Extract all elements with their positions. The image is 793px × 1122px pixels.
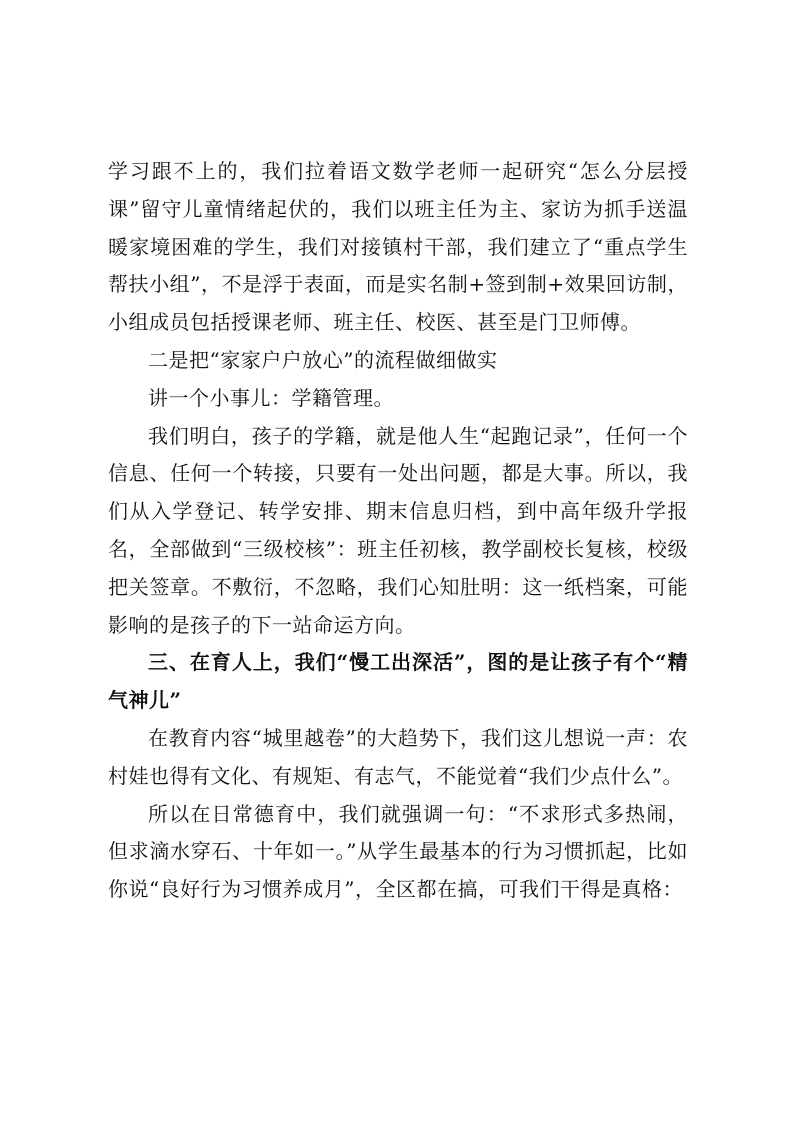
- paragraph-moral-education: 所以在日常德育中，我们就强调一句：“不求形式多热闹，但求滴水穿石、十年如一。”从学生最基本的行为习惯抓起，比如你说“良好行为习惯养成月”，全区都在搞，可我们干得是真格：: [108, 801, 688, 902]
- section-heading-education: 三、在育人上，我们“慢工出深活”，图的是让孩子有个“精气神儿”: [108, 650, 688, 713]
- paragraph-enrollment-management: 我们明白，孩子的学籍，就是他人生“起跑记录”，任何一个信息、任何一个转接，只要有一处出问题，都是大事。所以，我们从入学登记、转学安排、期末信息归档，到中高年级升学报名，全部做到“三级校核”：班主任初核，教学副校长复核，校级把关签章。不敷衍，不忽略，我们心知肚明：这一纸档案，可能影响的是孩子的下一站命运方向。: [108, 423, 688, 637]
- paragraph-enrollment-intro: 讲一个小事儿：学籍管理。: [148, 385, 394, 410]
- paragraph-rural-education: 在教育内容“城里越卷”的大趋势下，我们这儿想说一声：农村娃也得有文化、有规矩、有志气，不能觉着“我们少点什么”。: [108, 725, 688, 788]
- document-body: [108, 153, 688, 909]
- subheading-reassurance-process: 二是把“家家户户放心”的流程做细做实: [148, 347, 498, 372]
- paragraph-support-group: 学习跟不上的，我们拉着语文数学老师一起研究“怎么分层授课”留守儿童情绪起伏的，我们以班主任为主、家访为抓手送温暖家境困难的学生，我们对接镇村干部，我们建立了“重点学生帮扶小组”，不是浮于表面，而是实名制+签到制+效果回访制，小组成员包括授课老师、班主任、校医、甚至是门卫师傅。: [108, 159, 688, 335]
